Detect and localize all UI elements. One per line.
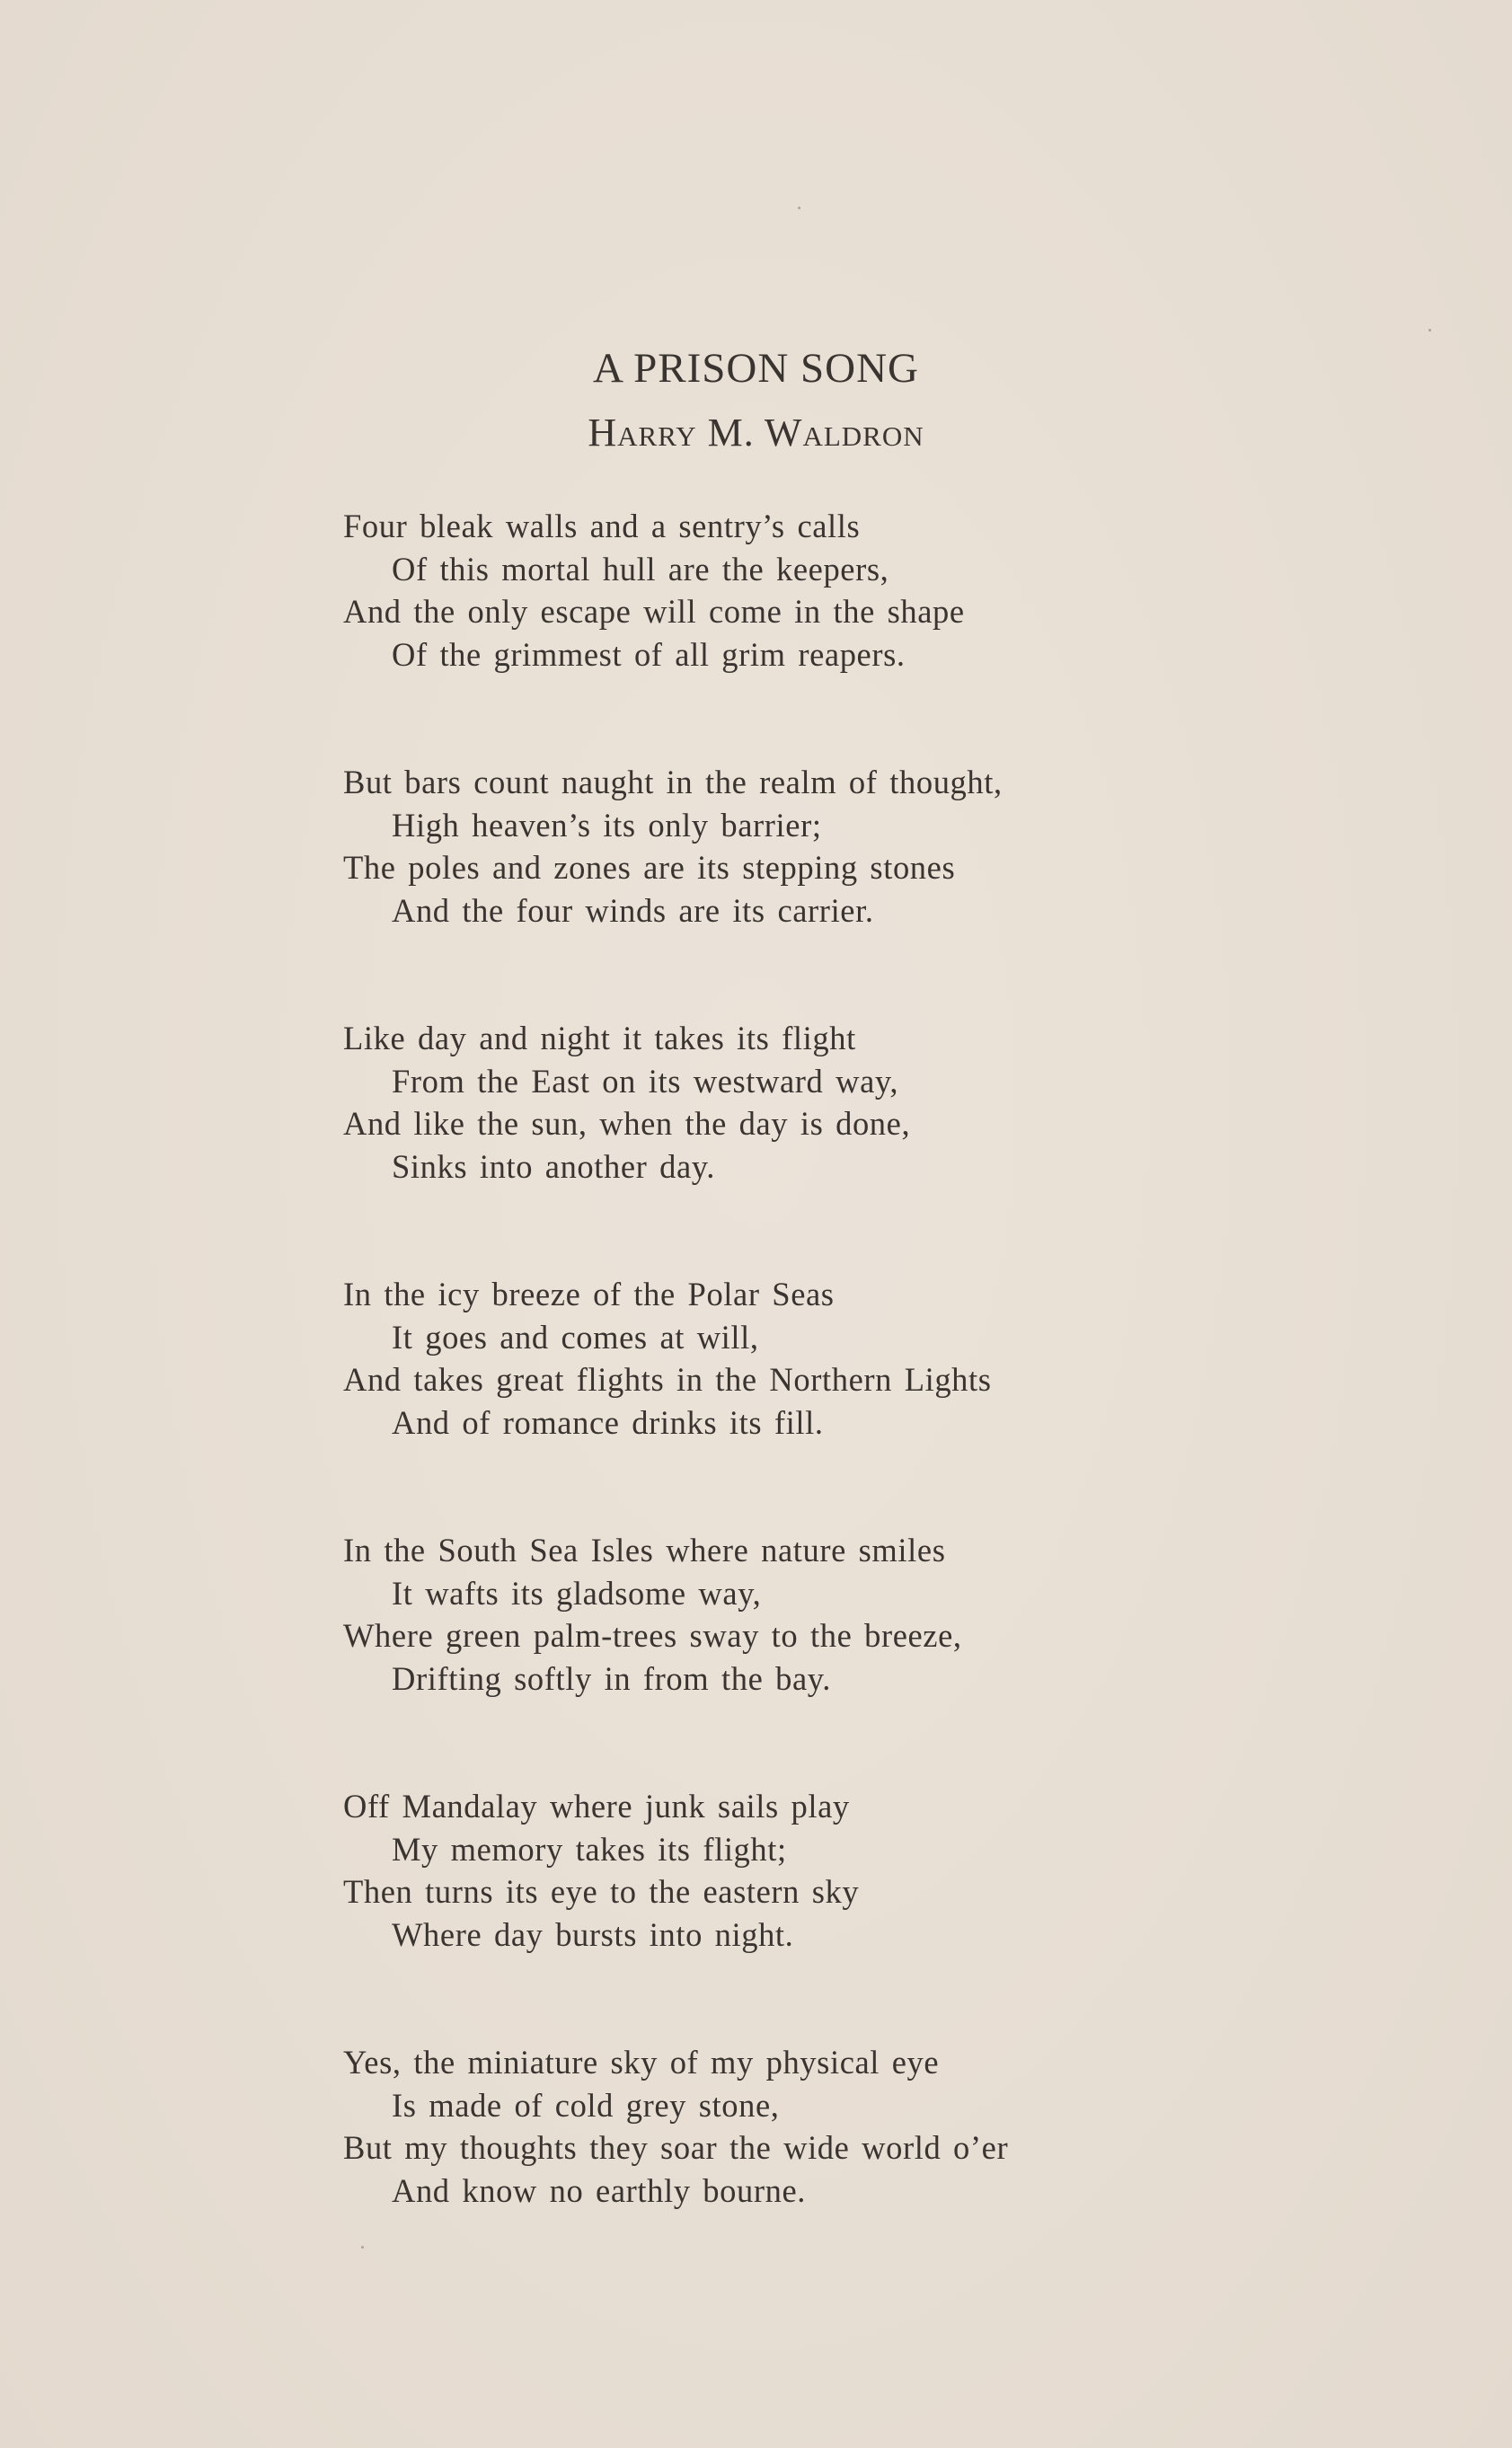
poem-line: In the South Sea Isles where nature smiles (343, 1532, 946, 1569)
poem-line: But my thoughts they soar the wide world o’er (343, 2129, 1009, 2166)
stanza-4 (343, 1273, 1242, 1444)
poem-line: The poles and zones are its stepping stones (343, 849, 956, 886)
poem-line: It goes and comes at will, (392, 1318, 759, 1356)
poem-title: A PRISON SONG (593, 345, 919, 392)
stanza-5 (343, 1529, 1242, 1700)
poem-line: My memory takes its flight; (392, 1830, 787, 1868)
poem-line: And know no earthly bourne. (392, 2171, 806, 2209)
poem-line: And like the sun, when the day is done, (343, 1105, 911, 1142)
poem-line: Of the grimmest of all grim reapers. (392, 635, 906, 673)
stanza-3 (343, 1017, 1242, 1188)
poem-line: Four bleak walls and a sentry’s calls (343, 508, 861, 544)
poem-author: Harry M. Waldron (588, 411, 924, 455)
paper-speck (798, 207, 800, 209)
stanza-7 (343, 2041, 1242, 2212)
poem-line: Then turns its eye to the eastern sky (343, 1873, 860, 1910)
poem-line: Of this mortal hull are the keepers, (392, 550, 889, 588)
poem-line: Like day and night it takes its flight (343, 1020, 856, 1056)
poem-line: Yes, the miniature sky of my physical eye (343, 2044, 940, 2081)
poem-body (343, 505, 1242, 2297)
stanza-6 (343, 1785, 1242, 1956)
poem-line: High heaven’s its only barrier; (392, 806, 822, 844)
poem-line: And the four winds are its carrier. (392, 891, 874, 929)
stanza-2 (343, 761, 1242, 932)
poem-line: But bars count naught in the realm of thought, (343, 764, 1003, 800)
poem-line: And the only escape will come in the shape (343, 593, 965, 630)
paper-speck (1428, 329, 1431, 331)
poem-line: Sinks into another day. (392, 1147, 716, 1185)
poem-line: And takes great flights in the Northern Lights (343, 1361, 992, 1398)
poem-line: It wafts its gladsome way, (392, 1574, 762, 1612)
poem-line: Is made of cold grey stone, (392, 2086, 780, 2124)
poem-line: Drifting softly in from the bay. (392, 1659, 831, 1697)
poem-line: Where green palm-trees sway to the breeze, (343, 1617, 962, 1654)
poem-line: And of romance drinks its fill. (392, 1403, 824, 1441)
poem-line: From the East on its westward way, (392, 1062, 899, 1100)
poem-line: Where day bursts into night. (392, 1915, 794, 1953)
stanza-1 (343, 505, 1242, 676)
poem-line: In the icy breeze of the Polar Seas (343, 1276, 835, 1312)
poem-line: Off Mandalay where junk sails play (343, 1788, 850, 1825)
